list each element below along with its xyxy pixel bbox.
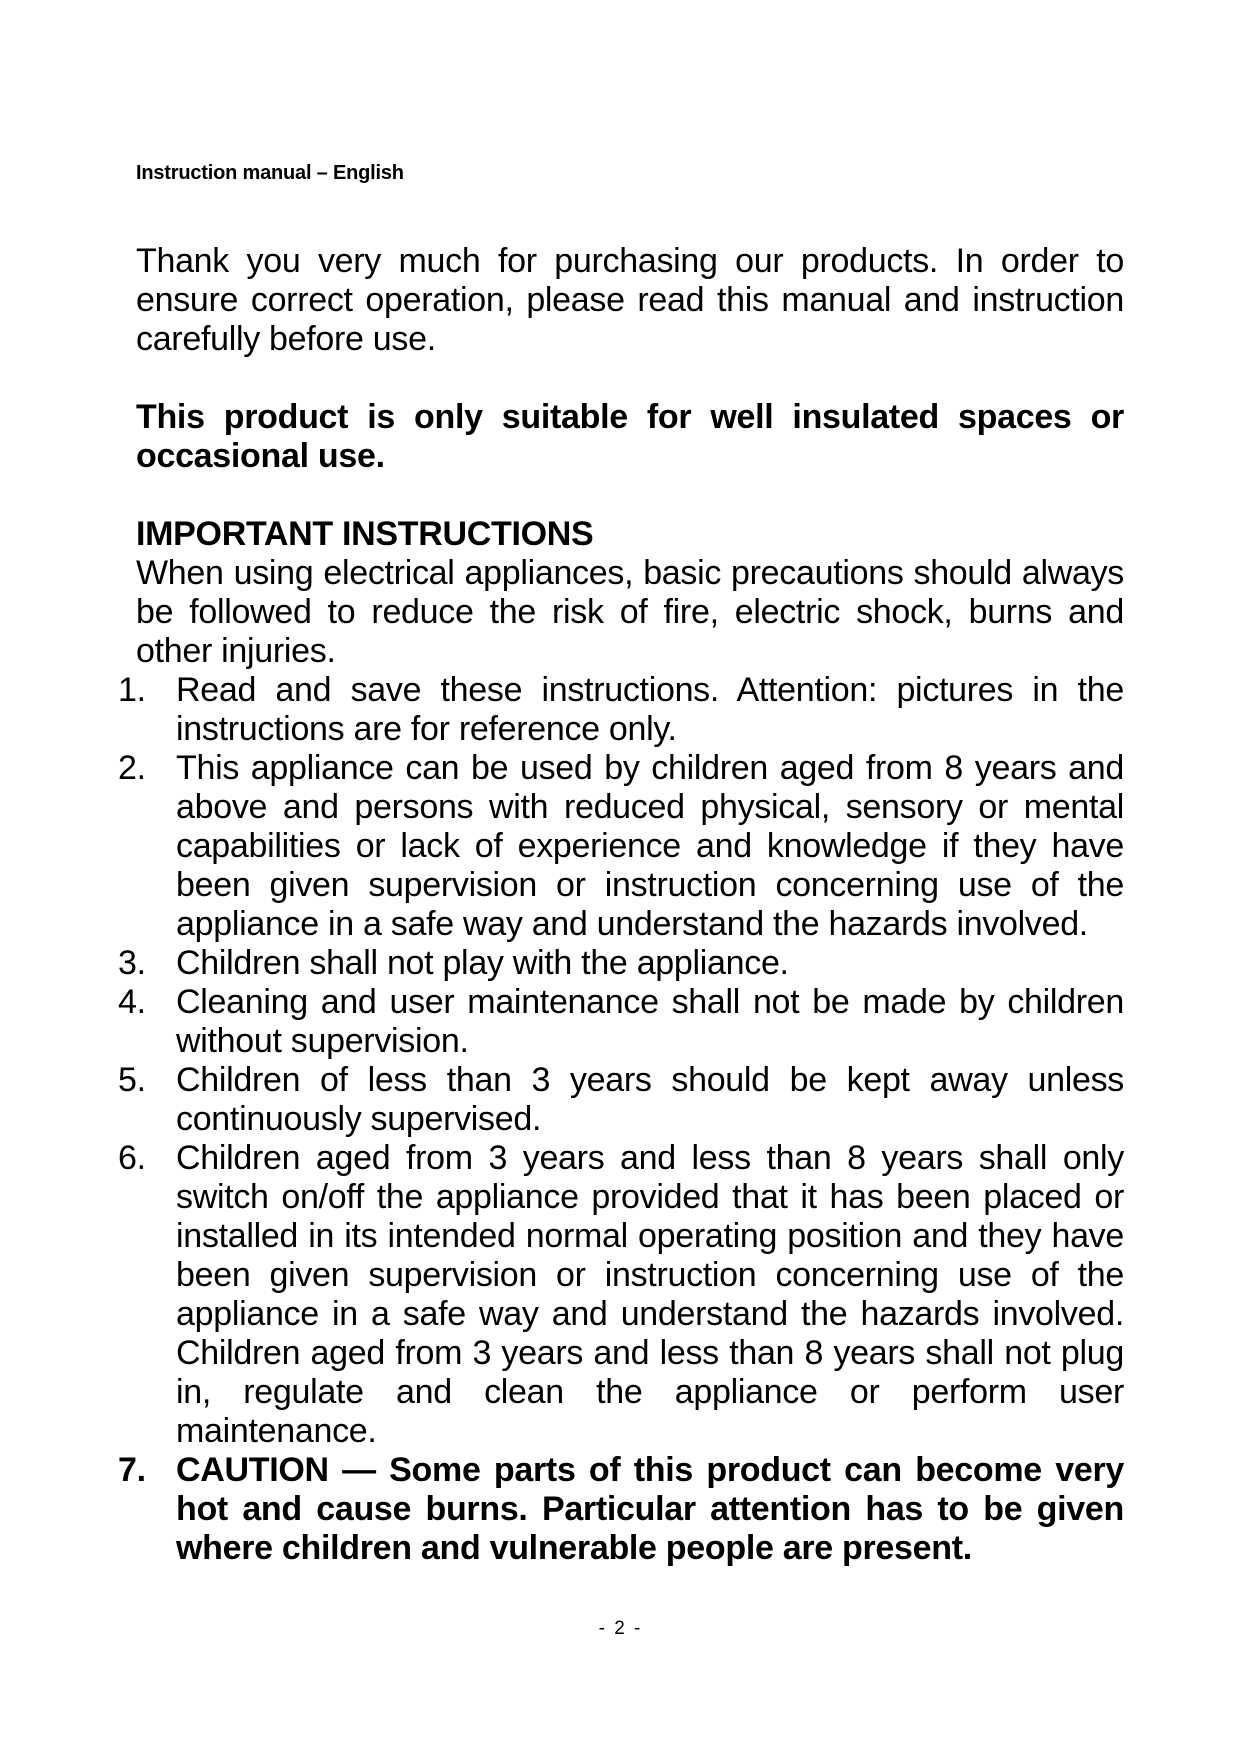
list-item-number: 7. [118, 1451, 146, 1489]
page-number: - 2 - [598, 1618, 643, 1639]
list-item [118, 1139, 1124, 1451]
caution-text: CAUTION — Some parts of this product can become very hot and cause burns. Particular attention has to be given where children and vulnerable people are present. [176, 1451, 1124, 1567]
list-item [118, 671, 1124, 749]
section-heading: IMPORTANT INSTRUCTIONS [136, 515, 594, 553]
list-item-number: 5. [118, 1061, 146, 1099]
list-item-text: Children of less than 3 years should be kept away unless continuously supervised. [176, 1061, 1124, 1138]
list-item-number: 1. [118, 671, 146, 709]
list-item-text: Read and save these instructions. Attention: pictures in the instructions are for reference only. [176, 671, 1124, 748]
section-lead-paragraph: When using electrical appliances, basic precautions should always be followed to reduce the risk of fire, electric shock, burns and other injuries. [136, 554, 1124, 670]
intro-paragraph: Thank you very much for purchasing our products. In order to ensure correct operation, please read this manual and instruction carefully before use. [136, 242, 1124, 358]
list-item [118, 749, 1124, 944]
list-item-number: 4. [118, 983, 146, 1021]
list-item [118, 983, 1124, 1061]
document-header: Instruction manual – English [136, 162, 404, 184]
list-item-text: This appliance can be used by children aged from 8 years and above and persons with reduced physical, sensory or mental capabilities or lack of experience and knowledge if they have been given supervision or instruction concerning use of the appliance in a safe way and understand the hazards involved. [176, 749, 1124, 943]
list-item [118, 944, 1124, 983]
list-item [118, 1061, 1124, 1139]
list-item-number: 3. [118, 944, 146, 982]
list-item-number: 6. [118, 1139, 146, 1177]
list-item-text: Cleaning and user maintenance shall not be made by children without supervision. [176, 983, 1124, 1060]
list-item-text: Children aged from 3 years and less than 8 years shall only switch on/off the appliance provided that it has been placed or installed in its intended normal operating position and they have been given supervision or instruction concerning use of the appliance in a safe way and understand the hazards involved. Children aged from 3 years and less than 8 years shall not plug in, regulate and clean the appliance or perform user maintenance. [176, 1139, 1124, 1450]
instructions-list [118, 671, 1124, 1568]
usage-notice: This product is only suitable for well insulated spaces or occasional use. [136, 398, 1124, 475]
list-item-number: 2. [118, 749, 146, 787]
caution-list-item [118, 1451, 1124, 1568]
list-item-text: Children shall not play with the appliance. [176, 944, 789, 982]
